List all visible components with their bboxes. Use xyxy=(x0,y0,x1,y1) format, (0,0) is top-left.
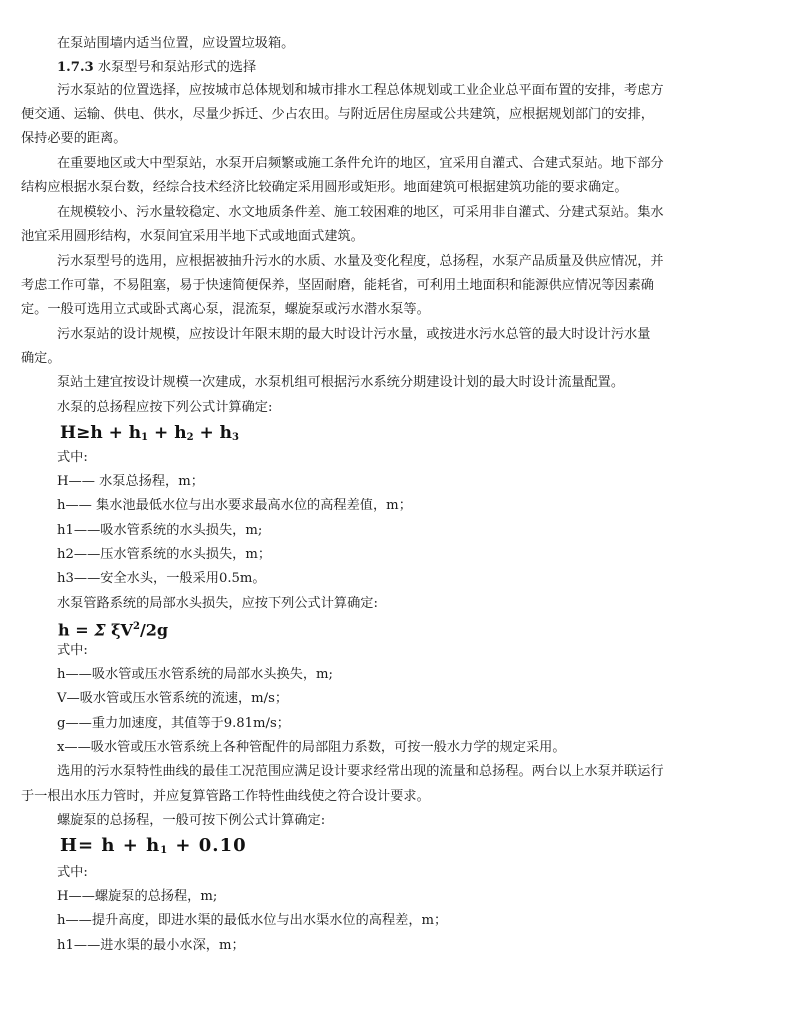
section-title: 水泵型号和泵站形式的选择 xyxy=(93,60,257,75)
text-line: 污水泵型号的选用，应根据被抽升污水的水质、水量及变化程度，总扬程，水泵产品质量及供应情况，并 xyxy=(57,254,664,269)
text-line: 泵站土建宜按设计规模一次建成，水泵机组可根据污水系统分期建设计划的最大时设计流量配置。 xyxy=(57,375,625,390)
text-line: 考虑工作可靠，不易阻塞，易于快速简便保养，坚固耐磨，能耗省，可利用土地面积和能源供应情况等因素确 xyxy=(21,278,654,293)
text-line: h——提升高度，即进水渠的最低水位与出水渠水位的高程差，m； xyxy=(57,913,448,928)
text-line: 结构应根据水泵台数，经综合技术经济比较确定采用圆形或矩形。地面建筑可根据建筑功能的要求确定。 xyxy=(21,180,628,195)
section-number: 1.7.3 xyxy=(57,60,94,75)
text-line: 在重要地区或大中型泵站，水泵开启频繁或施工条件允许的地区，宜采用自灌式、合建式泵站。地下部分 xyxy=(57,156,664,171)
text-line: h—— 集水池最低水位与出水要求最高水位的高程差值，m； xyxy=(57,498,412,513)
text-line: V—吸水管或压水管系统的流速，m/s； xyxy=(57,691,289,706)
formula-total-head: $H\ge h + h_1 + h_2 + h_3$ xyxy=(60,423,239,443)
text-line: 水泵管路系统的局部水头损失，应按下列公式计算确定: xyxy=(57,596,378,611)
text-line: 保持必要的距离。 xyxy=(21,131,127,146)
text-line: g——重力加速度，其值等于9.81m/s； xyxy=(57,716,290,731)
text-line: h1——吸水管系统的水头损失，m; xyxy=(57,523,263,538)
text-line: 池宜采用圆形结构，水泵间宜采用半地下式或地面式建筑。 xyxy=(21,229,364,244)
text-line: h——吸水管或压水管系统的局部水头换失，m; xyxy=(57,667,334,682)
text-line: 式中: xyxy=(57,643,88,658)
text-line: 定。一般可选用立式或卧式离心泵，混流泵，螺旋泵或污水潜水泵等。 xyxy=(21,302,430,317)
text-line: h3——安全水头，一般采用0.5m。 xyxy=(57,571,266,586)
text-line: x——吸水管或压水管系统上各种管配件的局部阻力系数，可按一般水力学的规定采用。 xyxy=(57,740,566,755)
text-line: 式中: xyxy=(57,865,88,880)
text-line: 螺旋泵的总扬程，一般可按下例公式计算确定: xyxy=(57,813,326,828)
text-line: 于一根出水压力管时，并应复算管路工作特性曲线使之符合设计要求。 xyxy=(21,789,430,804)
text-line: 在泵站围墙内适当位置，应设置垃圾箱。 xyxy=(57,36,295,51)
text-line: 污水泵站的设计规模，应按设计年限末期的最大时设计污水量，或按进水污水总管的最大时设计污水量 xyxy=(57,327,651,342)
text-line: 确定。 xyxy=(21,351,61,366)
text-line: h1——进水渠的最小水深，m； xyxy=(57,938,245,953)
text-line: 便交通、运输、供电、供水，尽量少拆迁、少占农田。与附近居住房屋或公共建筑，应根据规划部门的安排， xyxy=(21,107,654,122)
text-line: 选用的污水泵特性曲线的最佳工况范围应满足设计要求经常出现的流量和总扬程。两台以上水泵并联运行 xyxy=(57,764,664,779)
text-line: 式中: xyxy=(57,450,88,465)
text-line: 在规模较小、污水量较稳定、水文地质条件差、施工较困难的地区，可采用非自灌式、分建式泵站。集水 xyxy=(57,205,664,220)
section-heading xyxy=(57,58,256,78)
formula-screw-pump-head: $H= h + h_1 + 0.10$ xyxy=(60,835,247,856)
text-line: H——螺旋泵的总扬程，m; xyxy=(57,889,218,904)
formula-local-loss: h = Σ $\xi V^2/2g$ xyxy=(58,620,169,640)
text-line: 水泵的总扬程应按下列公式计算确定: xyxy=(57,400,273,415)
text-line: h2——压水管系统的水头损失，m； xyxy=(57,547,272,562)
text-line: 污水泵站的位置选择，应按城市总体规划和城市排水工程总体规划或工业企业总平面布置的安排，考虑方 xyxy=(57,83,664,98)
text-line: H—— 水泵总扬程，m； xyxy=(57,474,204,489)
